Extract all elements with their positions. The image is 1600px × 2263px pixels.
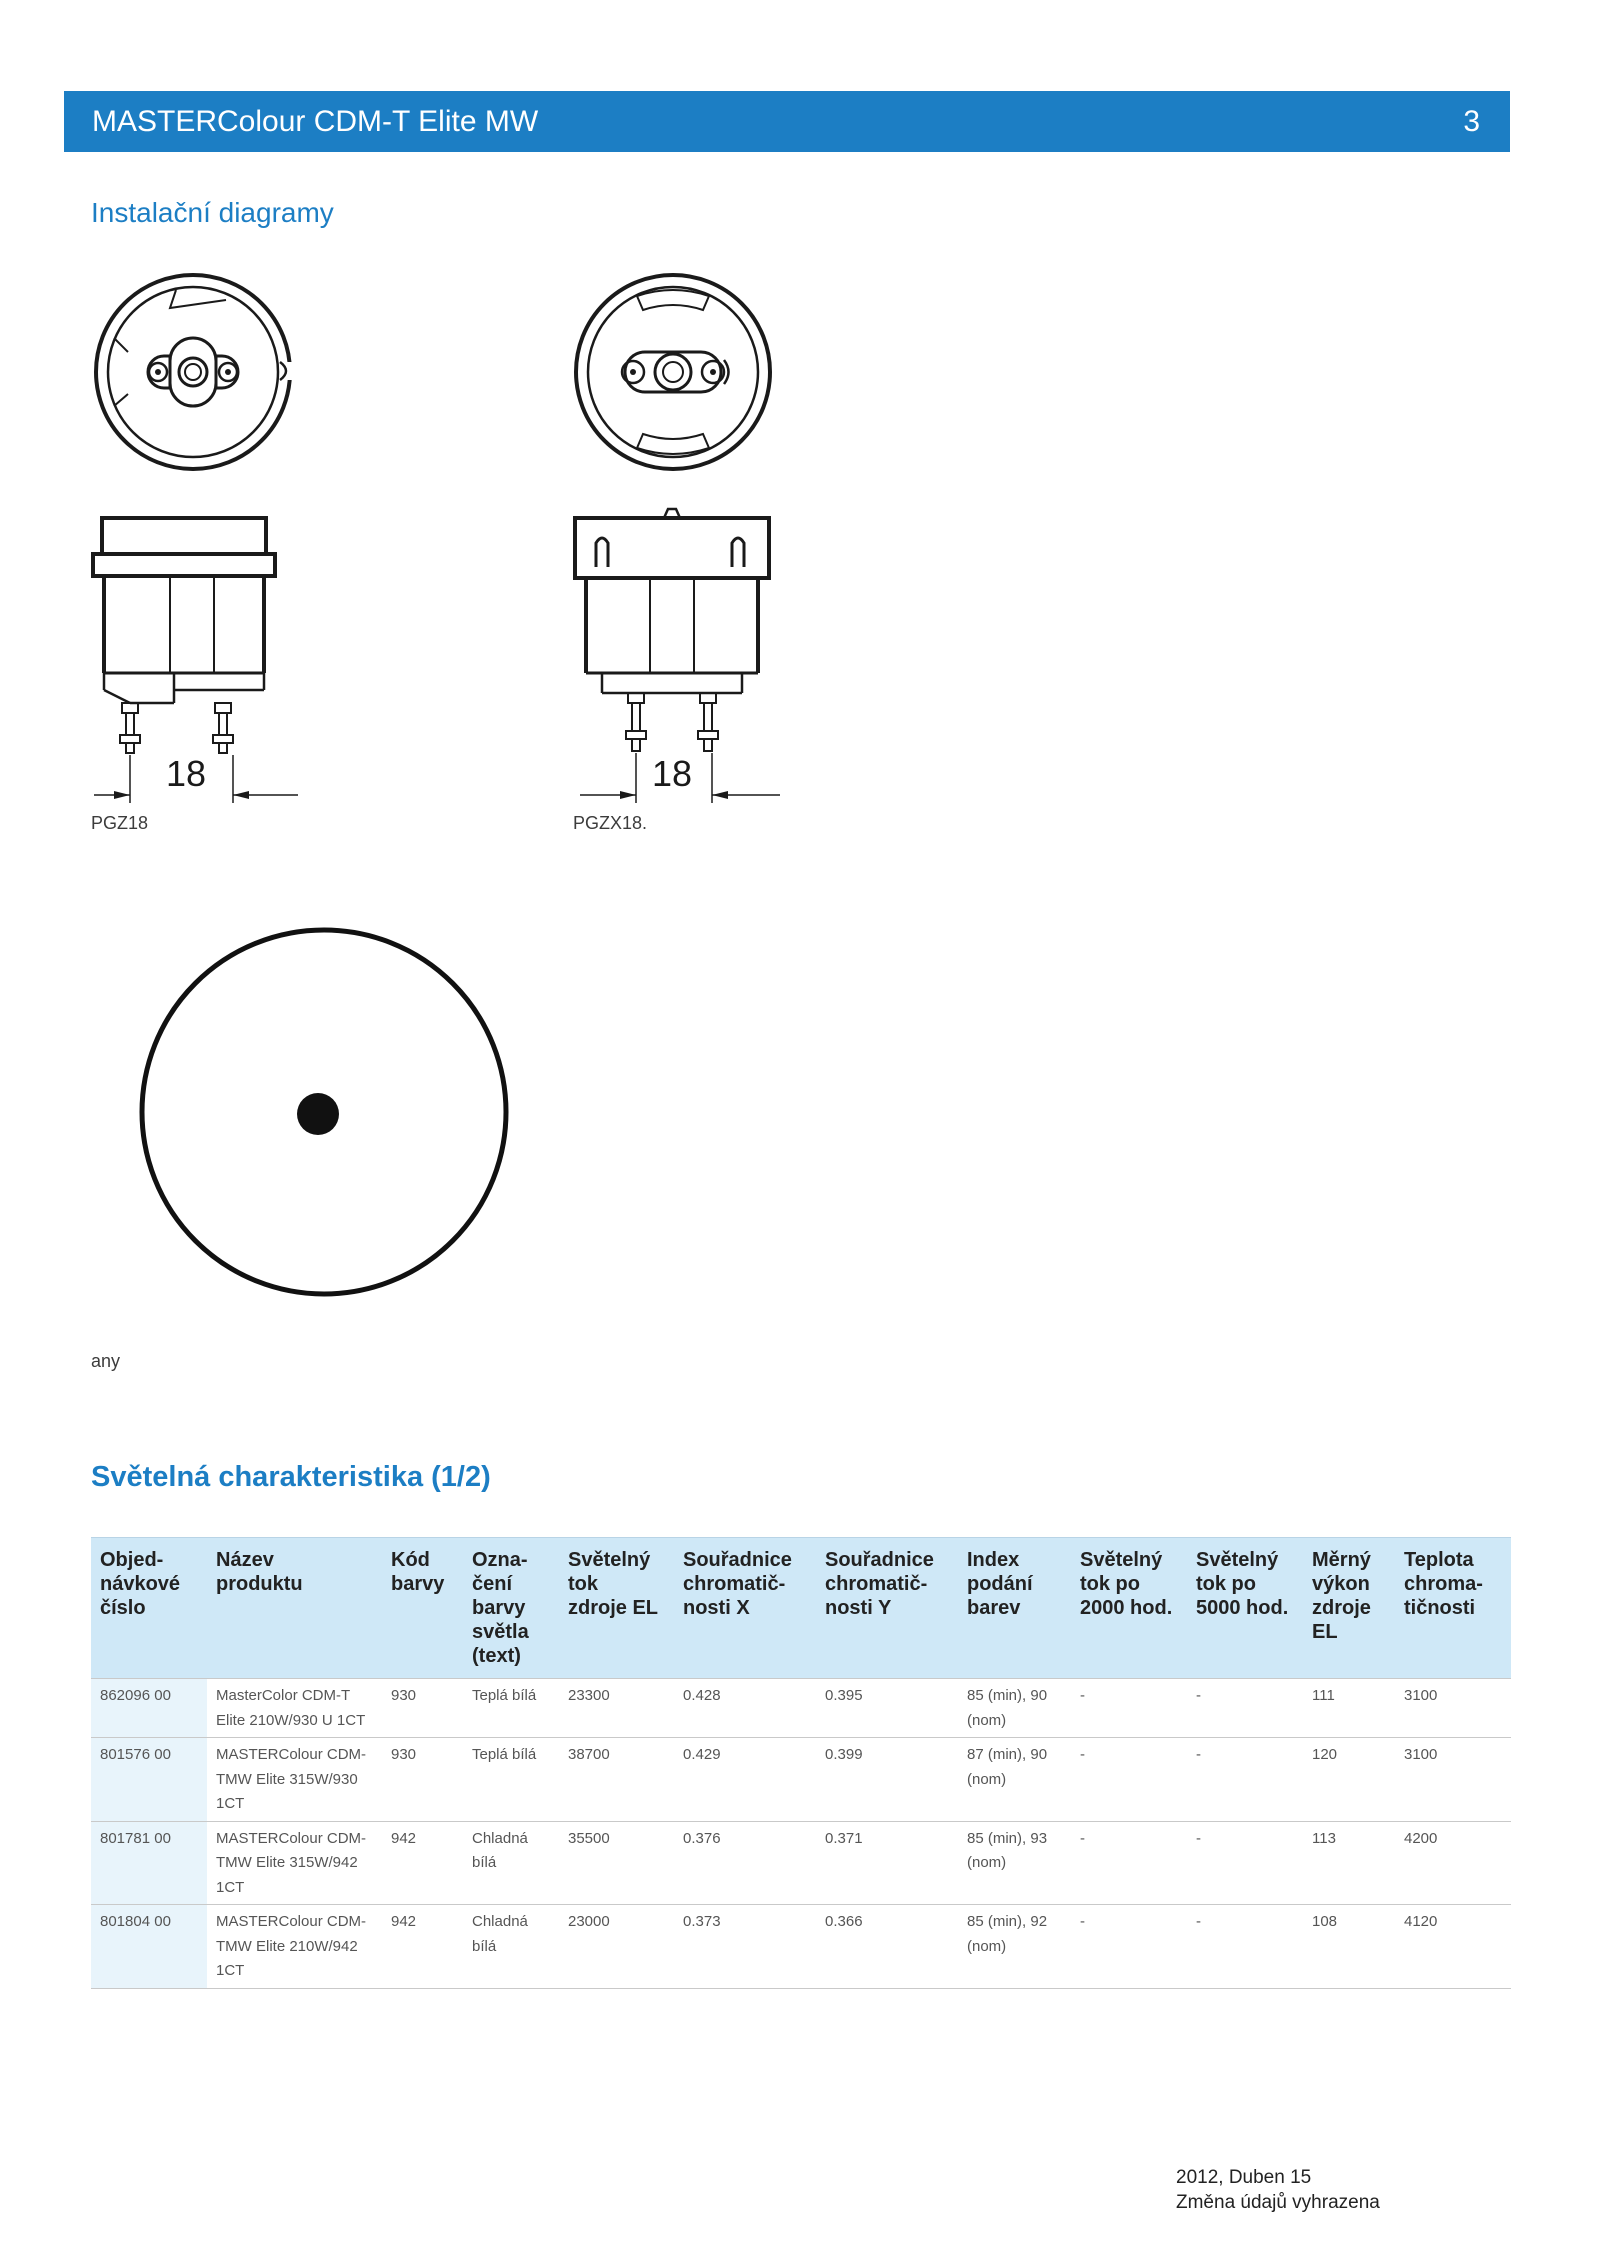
cell-chromaticity-y: 0.399 — [816, 1738, 958, 1822]
pgzx18-top-view-diagram — [573, 272, 773, 472]
cell-flux-5000h: - — [1187, 1905, 1303, 1989]
cell-color-rendering: 85 (min), 93 (nom) — [958, 1821, 1071, 1905]
cell-flux-2000h: - — [1071, 1905, 1187, 1989]
col-header-product-name: Název produktu — [207, 1538, 382, 1679]
cell-order-number: 801781 00 — [91, 1821, 207, 1905]
cell-luminous-flux: 23000 — [559, 1905, 674, 1989]
document-title: MASTERColour CDM-T Elite MW — [92, 104, 539, 138]
header-bar — [64, 91, 1510, 152]
col-header-luminous-flux: Světelný tok zdroje EL — [559, 1538, 674, 1679]
cell-order-number: 801804 00 — [91, 1905, 207, 1989]
pgz18-side-view-diagram — [90, 515, 300, 805]
cell-flux-5000h: - — [1187, 1738, 1303, 1822]
pgz18-caption: PGZ18 — [91, 813, 149, 833]
cell-light-color: Chladná bílá — [463, 1821, 559, 1905]
cell-color-rendering: 85 (min), 90 (nom) — [958, 1679, 1071, 1738]
footer-disclaimer: Změna údajů vyhrazena — [1176, 2192, 1380, 2213]
cell-light-color: Teplá bílá — [463, 1738, 559, 1822]
pgzx18-dimension-label: 18 — [652, 753, 693, 794]
col-header-order-number: Objed- návkové číslo — [91, 1538, 207, 1679]
cell-chromaticity-y: 0.366 — [816, 1905, 958, 1989]
cell-light-color: Teplá bílá — [463, 1679, 559, 1738]
burning-position-caption: any — [91, 1351, 121, 1371]
cell-luminous-flux: 35500 — [559, 1821, 674, 1905]
pgzx18-side-view-diagram — [572, 507, 782, 805]
cell-efficacy: 108 — [1303, 1905, 1395, 1989]
cell-chromaticity-x: 0.429 — [674, 1738, 816, 1822]
cell-flux-2000h: - — [1071, 1679, 1187, 1738]
burning-position-diagram — [138, 926, 510, 1298]
cell-color-temperature: 4120 — [1395, 1905, 1511, 1989]
table-title: Světelná charakteristika (1/2) — [91, 1461, 491, 1493]
cell-product-name: MASTERColour CDM-TMW Elite 210W/942 1CT — [207, 1905, 382, 1989]
cell-color-code: 942 — [382, 1905, 463, 1989]
cell-flux-5000h: - — [1187, 1679, 1303, 1738]
col-header-chromaticity-y: Souřadnice chromatič- nosti Y — [816, 1538, 958, 1679]
table-row — [91, 1679, 1511, 1738]
cell-chromaticity-x: 0.428 — [674, 1679, 816, 1738]
cell-order-number: 862096 00 — [91, 1679, 207, 1738]
col-header-flux-2000h: Světelný tok po 2000 hod. — [1071, 1538, 1187, 1679]
cell-luminous-flux: 23300 — [559, 1679, 674, 1738]
col-header-color-temperature: Teplota chroma- tičnosti — [1395, 1538, 1511, 1679]
footer — [1176, 2165, 1380, 2215]
cell-chromaticity-x: 0.373 — [674, 1905, 816, 1989]
cell-chromaticity-y: 0.371 — [816, 1821, 958, 1905]
cell-product-name: MASTERColour CDM-TMW Elite 315W/930 1CT — [207, 1738, 382, 1822]
cell-luminous-flux: 38700 — [559, 1738, 674, 1822]
cell-color-code: 942 — [382, 1821, 463, 1905]
col-header-color-code: Kód barvy — [382, 1538, 463, 1679]
cell-flux-2000h: - — [1071, 1738, 1187, 1822]
photometric-table — [91, 1537, 1511, 1989]
col-header-color-rendering: Index podání barev — [958, 1538, 1071, 1679]
cell-product-name: MASTERColour CDM-TMW Elite 315W/942 1CT — [207, 1821, 382, 1905]
cell-color-rendering: 87 (min), 90 (nom) — [958, 1738, 1071, 1822]
col-header-efficacy: Měrný výkon zdroje EL — [1303, 1538, 1395, 1679]
col-header-chromaticity-x: Souřadnice chromatič- nosti X — [674, 1538, 816, 1679]
pgz18-top-view-diagram — [92, 272, 298, 472]
pgz18-dimension-label: 18 — [166, 753, 207, 794]
cell-color-rendering: 85 (min), 92 (nom) — [958, 1905, 1071, 1989]
cell-color-temperature: 4200 — [1395, 1821, 1511, 1905]
cell-flux-2000h: - — [1071, 1821, 1187, 1905]
col-header-light-color: Ozna- čení barvy světla (text) — [463, 1538, 559, 1679]
cell-chromaticity-y: 0.395 — [816, 1679, 958, 1738]
cell-color-code: 930 — [382, 1679, 463, 1738]
table-header-row — [91, 1538, 1511, 1679]
cell-flux-5000h: - — [1187, 1821, 1303, 1905]
table-row — [91, 1738, 1511, 1822]
footer-date: 2012, Duben 15 — [1176, 2167, 1312, 2188]
pgzx18-caption: PGZX18. — [573, 813, 648, 833]
cell-efficacy: 113 — [1303, 1821, 1395, 1905]
cell-chromaticity-x: 0.376 — [674, 1821, 816, 1905]
table-row — [91, 1905, 1511, 1989]
table-row — [91, 1821, 1511, 1905]
cell-order-number: 801576 00 — [91, 1738, 207, 1822]
burning-position-dot — [297, 1093, 339, 1135]
cell-light-color: Chladná bílá — [463, 1905, 559, 1989]
cell-efficacy: 120 — [1303, 1738, 1395, 1822]
page-number: 3 — [1463, 104, 1480, 138]
cell-color-temperature: 3100 — [1395, 1679, 1511, 1738]
cell-efficacy: 111 — [1303, 1679, 1395, 1738]
cell-color-code: 930 — [382, 1738, 463, 1822]
col-header-flux-5000h: Světelný tok po 5000 hod. — [1187, 1538, 1303, 1679]
cell-color-temperature: 3100 — [1395, 1738, 1511, 1822]
cell-product-name: MasterColor CDM-T Elite 210W/930 U 1CT — [207, 1679, 382, 1738]
installation-heading: Instalační diagramy — [91, 197, 334, 228]
